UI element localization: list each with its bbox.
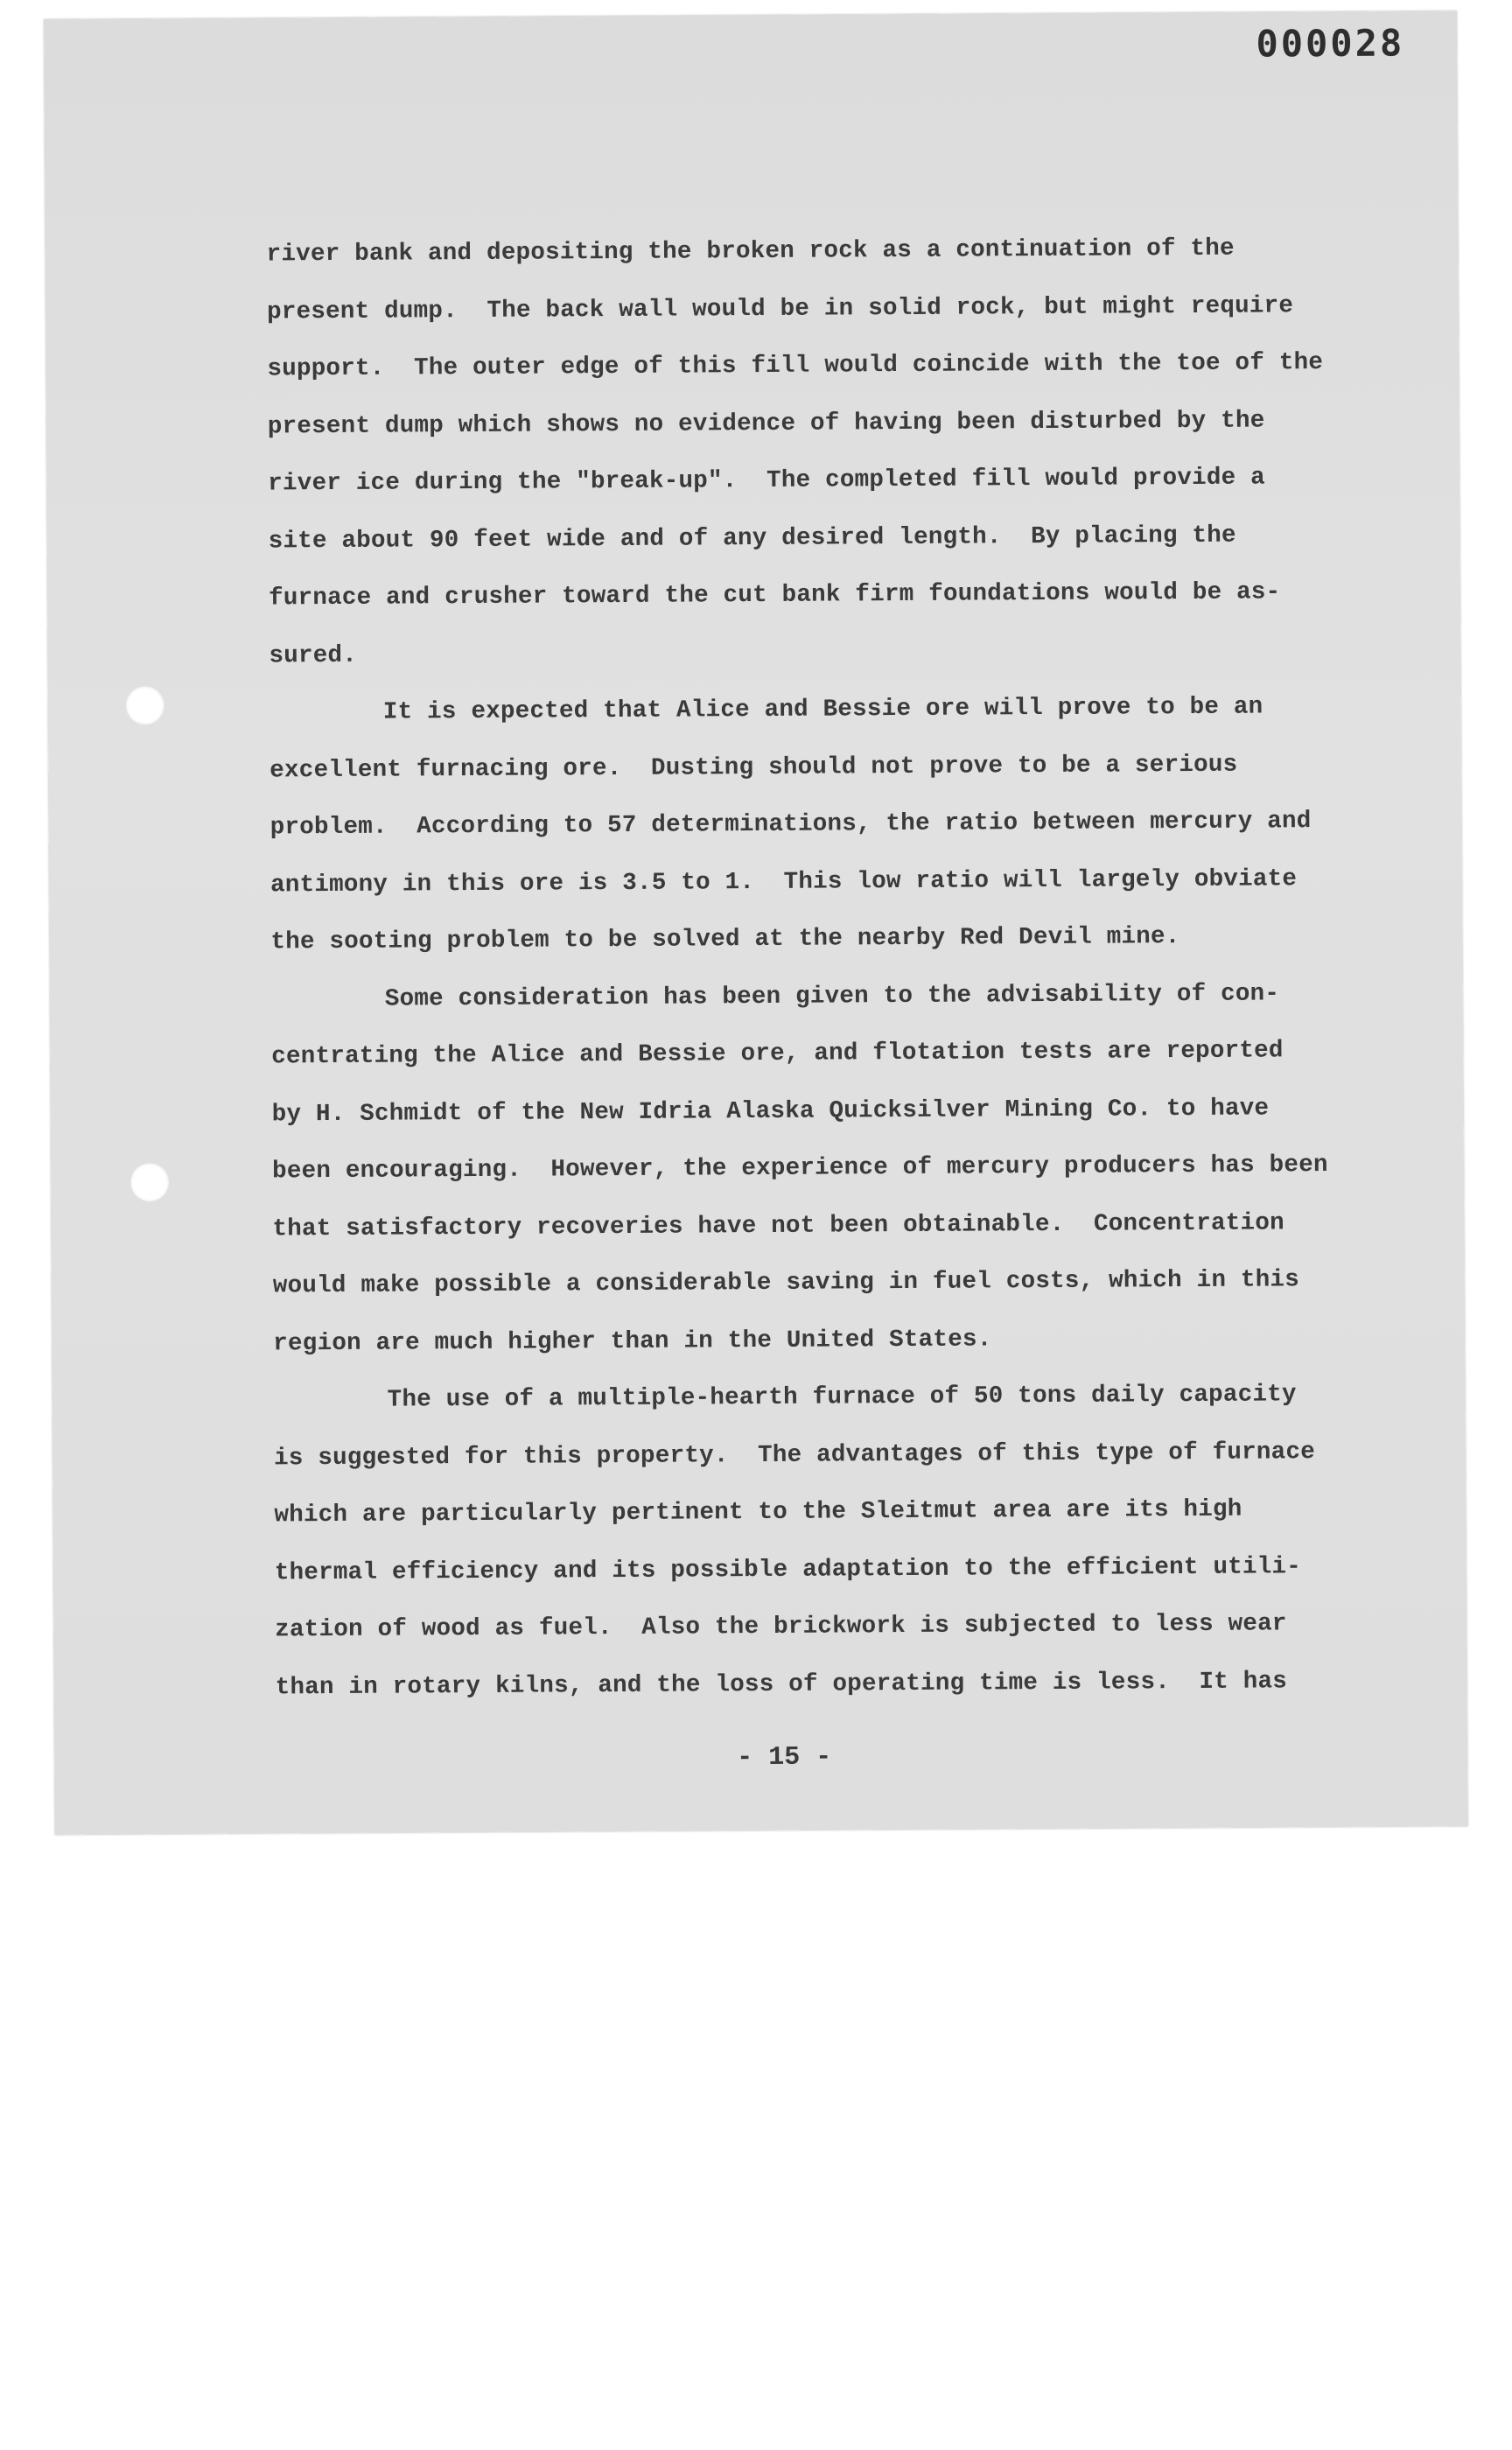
text-line: Some consideration has been given to the advisability of con- [384,979,1280,1013]
text-line: present dump. The back wall would be in solid rock, but might require [266,291,1294,326]
paper-sheet [44,10,1468,1835]
text-line: the sooting problem to be solved at the nearby Red Devil mine. [270,923,1180,956]
text-line: thermal efficiency and its possible adaptation to the efficient utili- [274,1552,1302,1586]
text-line: sured. [269,641,358,669]
text-line: antimony in this ore is 3.5 to 1. This low ratio will largely obviate [270,864,1298,899]
text-line: than in rotary kilns, and the loss of operating time is less. It has [275,1667,1288,1701]
body-text [266,220,1395,1717]
text-line: river bank and depositing the broken rock as a continuation of the [266,234,1235,269]
text-line: support. The outer edge of this fill would coincide with the toe of the [267,349,1324,383]
text-line: centrating the Alice and Bessie ore, and flotation tests are reported [271,1037,1284,1071]
text-line: region are much higher than in the United States. [273,1325,992,1357]
text-line: present dump which shows no evidence of having been disturbed by the [267,406,1265,440]
text-line: zation of wood as fuel. Also the brickwork is subjected to less wear [275,1610,1287,1644]
punch-hole-top [126,686,164,724]
document-number: 000028 [1256,21,1405,66]
text-line: would make possible a considerable saving in fuel costs, which in this [272,1266,1300,1300]
punch-hole-bottom [130,1163,169,1201]
text-line: excellent furnacing ore. Dusting should not prove to be a serious [270,751,1238,784]
text-line: which are particularly pertinent to the Sleitmut area are its high [274,1495,1242,1530]
text-line: furnace and crusher toward the cut bank firm foundations would be as- [268,578,1281,612]
text-line: problem. According to 57 determinations, the ratio between mercury and [270,808,1312,842]
text-line: by H. Schmidt of the New Idria Alaska Quicksilver Mining Co. to have [271,1094,1270,1128]
text-line: It is expected that Alice and Bessie ore will prove to be an [382,693,1264,726]
text-line: that satisfactory recoveries have not been obtainable. Concentration [272,1208,1284,1242]
text-line: site about 90 feet wide and of any desired length. By placing the [268,522,1236,555]
text-line: river ice during the "break-up". The completed fill would provide a [268,464,1265,498]
page-number: - 15 - [737,1742,832,1774]
text-line: been encouraging. However, the experience of mercury producers has been [271,1152,1328,1186]
text-line: The use of a multiple-hearth furnace of 50 tons daily capacity [387,1381,1297,1414]
text-line: is suggested for this property. The advantages of this type of furnace [273,1438,1316,1472]
